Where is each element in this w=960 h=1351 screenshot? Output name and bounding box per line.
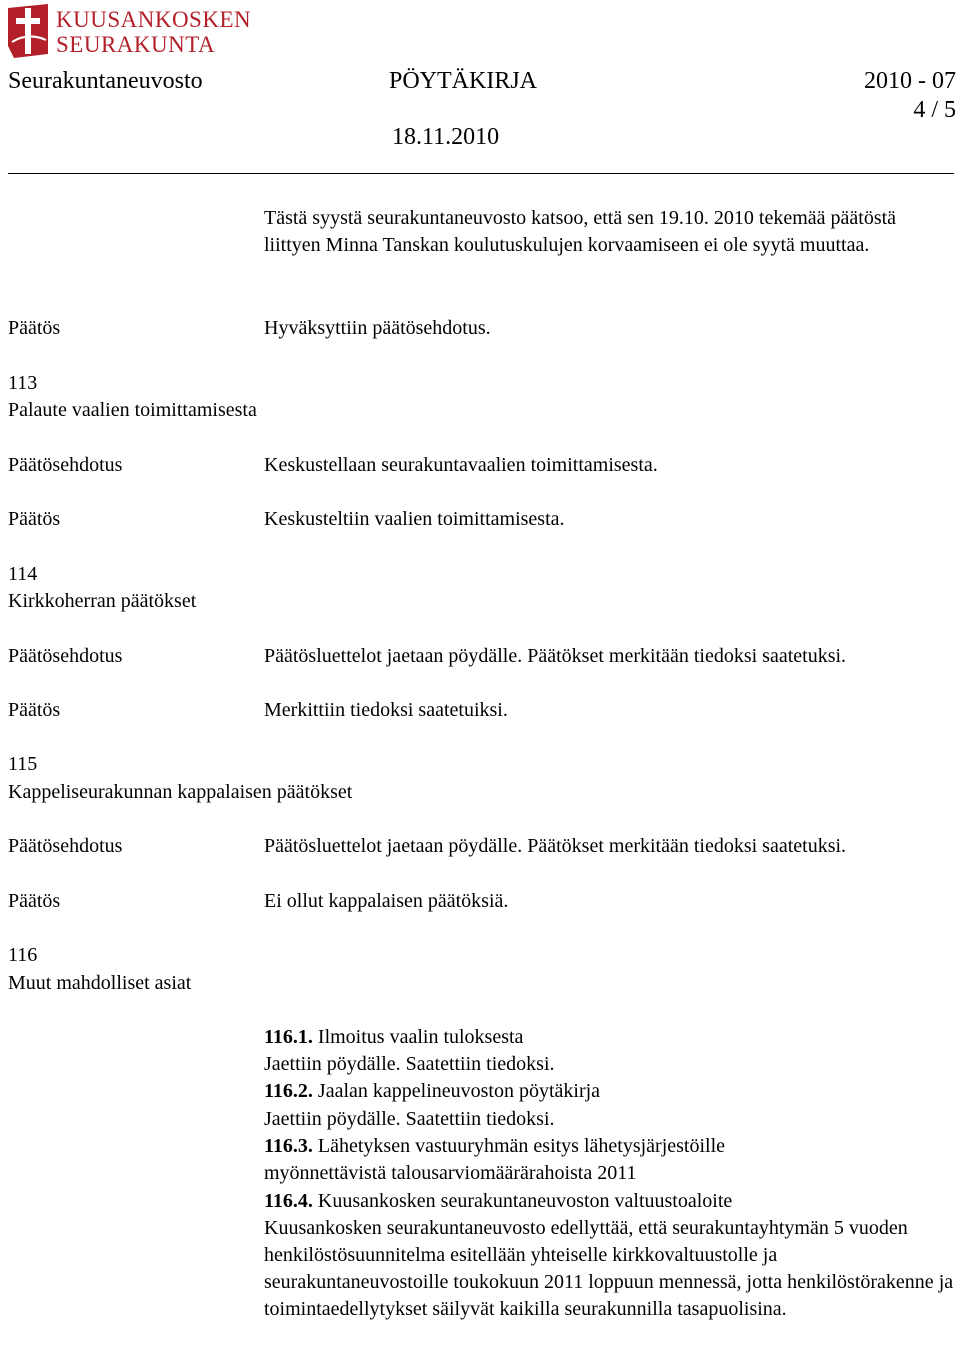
section-number: 116	[8, 944, 38, 966]
list-item	[264, 1024, 523, 1051]
doc-number: 2010 - 07	[864, 68, 956, 94]
section-title: Muut mahdolliset asiat	[8, 972, 192, 994]
decision-label: Päätös	[8, 890, 61, 912]
list-item	[264, 1133, 824, 1187]
item-title: Ilmoitus vaalin tuloksesta	[317, 1026, 524, 1048]
cross-logo-icon	[6, 2, 50, 58]
item-number: 116.4.	[264, 1190, 313, 1212]
meeting-date: 18.11.2010	[392, 124, 500, 150]
item-number: 116.1.	[264, 1026, 313, 1048]
header-divider	[8, 173, 954, 174]
item-text: Kuusankosken seurakuntaneuvosto edellyttää, että seurakuntayhtymän 5 vuoden henkilöstösuunnitelma esitellään yhteiselle kirkkovaltuustolle ja seurakuntaneuvostoille toukokuun 2011 loppuun mennessä, jotta henkilöstörakenne ja toimintaedellytykset säilyvät kaikilla seurakunnilla tasapuolisina.	[264, 1217, 954, 1320]
item-title: Kuusankosken seurakuntaneuvoston valtuustoaloite	[317, 1190, 733, 1212]
proposal-text: Keskustellaan seurakuntavaalien toimittamisesta.	[264, 454, 658, 476]
decision-label: Päätös	[8, 699, 61, 721]
section-title: Kirkkoherran päätökset	[8, 590, 197, 612]
list-item	[264, 1078, 600, 1105]
section-number: 115	[8, 753, 38, 775]
decision-text: Keskusteltiin vaalien toimittamisesta.	[264, 508, 565, 530]
proposal-text: Päätösluettelot jaetaan pöydälle. Päätökset merkitään tiedoksi saatetuksi.	[264, 835, 847, 857]
body-name: Seurakuntaneuvosto	[8, 68, 203, 94]
item-text: Jaettiin pöydälle. Saatettiin tiedoksi.	[264, 1053, 555, 1075]
decision-text: Ei ollut kappalaisen päätöksiä.	[264, 890, 509, 912]
church-logo	[6, 2, 252, 60]
item-title: Jaalan kappelineuvoston pöytäkirja	[317, 1080, 601, 1102]
item-number: 116.3.	[264, 1135, 313, 1157]
logo-org-line2: SEURAKUNTA	[56, 32, 216, 57]
doc-type: PÖYTÄKIRJA	[389, 68, 538, 94]
proposal-label: Päätösehdotus	[8, 835, 123, 857]
list-item	[264, 1188, 732, 1215]
section-number: 114	[8, 563, 38, 585]
logo-org-line1: KUUSANKOSKEN	[56, 7, 252, 32]
item-title: Lähetyksen vastuuryhmän esitys lähetysjärjestöille myönnettävistä talousarviomäärärahoista 2011	[264, 1135, 726, 1184]
decision-label: Päätös	[8, 508, 61, 530]
page-number: 4 / 5	[913, 97, 956, 123]
item-number: 116.2.	[264, 1080, 313, 1102]
intro-paragraph: Tästä syystä seurakuntaneuvosto katsoo, että sen 19.10. 2010 tekemää päätöstä liittyen Minna Tanskan koulutuskulujen korvaamiseen ei ole syytä muuttaa.	[264, 207, 897, 256]
section-title: Palaute vaalien toimittamisesta	[8, 399, 257, 421]
proposal-label: Päätösehdotus	[8, 454, 123, 476]
decision-text: Hyväksyttiin päätösehdotus.	[264, 317, 491, 339]
item-text: Jaettiin pöydälle. Saatettiin tiedoksi.	[264, 1108, 555, 1130]
section-number: 113	[8, 372, 38, 394]
decision-label: Päätös	[8, 317, 61, 339]
section-title: Kappeliseurakunnan kappalaisen päätökset	[8, 781, 353, 803]
proposal-label: Päätösehdotus	[8, 645, 123, 667]
proposal-text: Päätösluettelot jaetaan pöydälle. Päätökset merkitään tiedoksi saatetuksi.	[264, 645, 847, 667]
decision-text: Merkittiin tiedoksi saatetuiksi.	[264, 699, 508, 721]
